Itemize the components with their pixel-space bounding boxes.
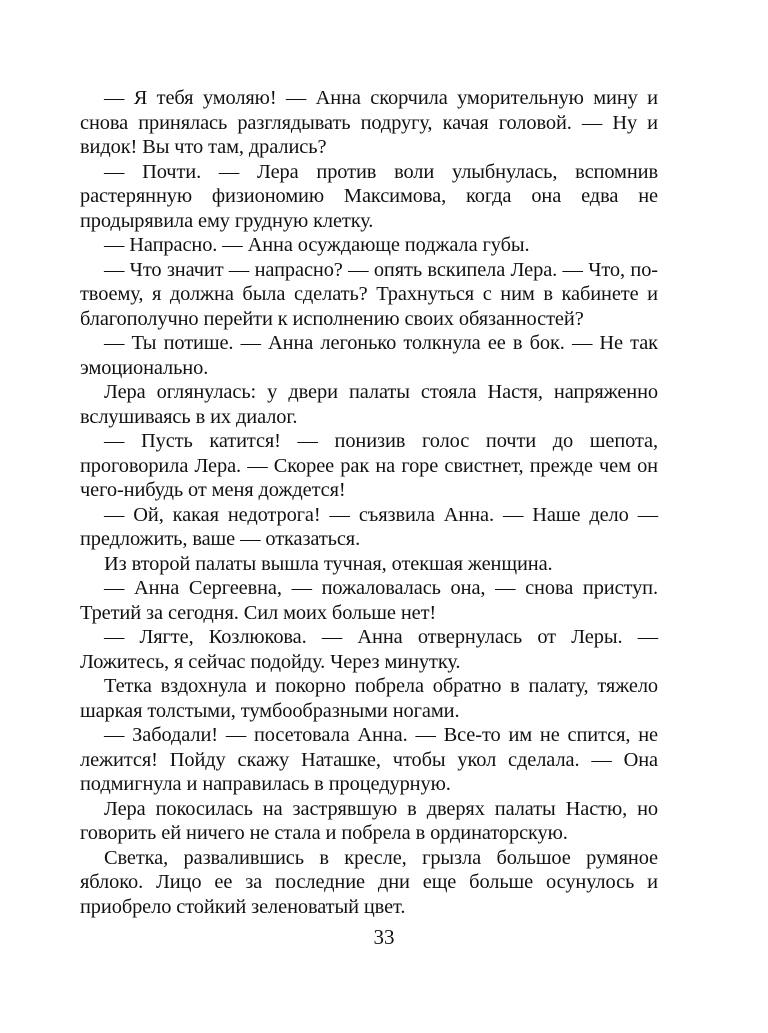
paragraph: — Пусть катится! — понизив голос почти до шепота, проговорила Лера. — Скорее рак на горе свистнет, прежде чем он чего-нибудь от меня дождется! [80, 430, 658, 501]
paragraph: — Лягте, Козлюкова. — Анна отвернулась от Леры. — Ложитесь, я сейчас подойду. Через минутку. [80, 626, 658, 673]
page-number: 33 [373, 925, 395, 949]
paragraph: — Анна Сергеевна, — пожаловалась она, — снова приступ. Третий за сегодня. Сил моих больше нет! [80, 577, 658, 624]
paragraph: — Я тебя умоляю! — Анна скорчила уморительную мину и снова принялась разглядывать подругу, качая головой. — Ну и видок! Вы что там, дрались? [80, 87, 658, 158]
body-text [80, 86, 658, 919]
paragraph: — Забодали! — посетовала Анна. — Все-то им не спится, не лежится! Пойду скажу Наташке, чтобы укол сделала. — Она подмигнула и направилась в процедурную. [80, 724, 658, 795]
paragraph: — Ты потише. — Анна легонько толкнула ее в бок. — Не так эмоционально. [80, 332, 658, 379]
paragraph: Светка, развалившись в кресле, грызла большое румяное яблоко. Лицо ее за последние дни еще больше осунулось и приобрело стойкий зеленоватый цвет. [80, 846, 658, 918]
paragraph: — Что значит — напрасно? — опять вскипела Лера. — Что, по-твоему, я должна была сделать? Трахнуться с ним в кабинете и благополучно перейти к исполнению своих обязанностей? [80, 258, 658, 330]
paragraph: — Ой, какая недотрога! — съязвила Анна. — Наше дело — предложить, ваше — отказаться. [80, 503, 658, 550]
paragraph: Из второй палаты вышла тучная, отекшая женщина. [104, 552, 553, 575]
paragraph: Лера оглянулась: у двери палаты стояла Настя, напряженно вслушиваясь в их диалог. [80, 381, 658, 428]
paragraph: — Напрасно. — Анна осуждающе поджала губы. [104, 234, 530, 256]
paragraph: Лера покосилась на застрявшую в дверях палаты Настю, но говорить ей ничего не стала и побрела в ординаторскую. [80, 797, 658, 844]
paragraph: Тетка вздохнула и покорно побрела обратно в палату, тяжело шаркая толстыми, тумбообразными ногами. [80, 675, 658, 722]
paragraph: — Почти. — Лера против воли улыбнулась, вспомнив растерянную физиономию Максимова, когда она едва не продырявила ему грудную клетку. [80, 160, 658, 232]
